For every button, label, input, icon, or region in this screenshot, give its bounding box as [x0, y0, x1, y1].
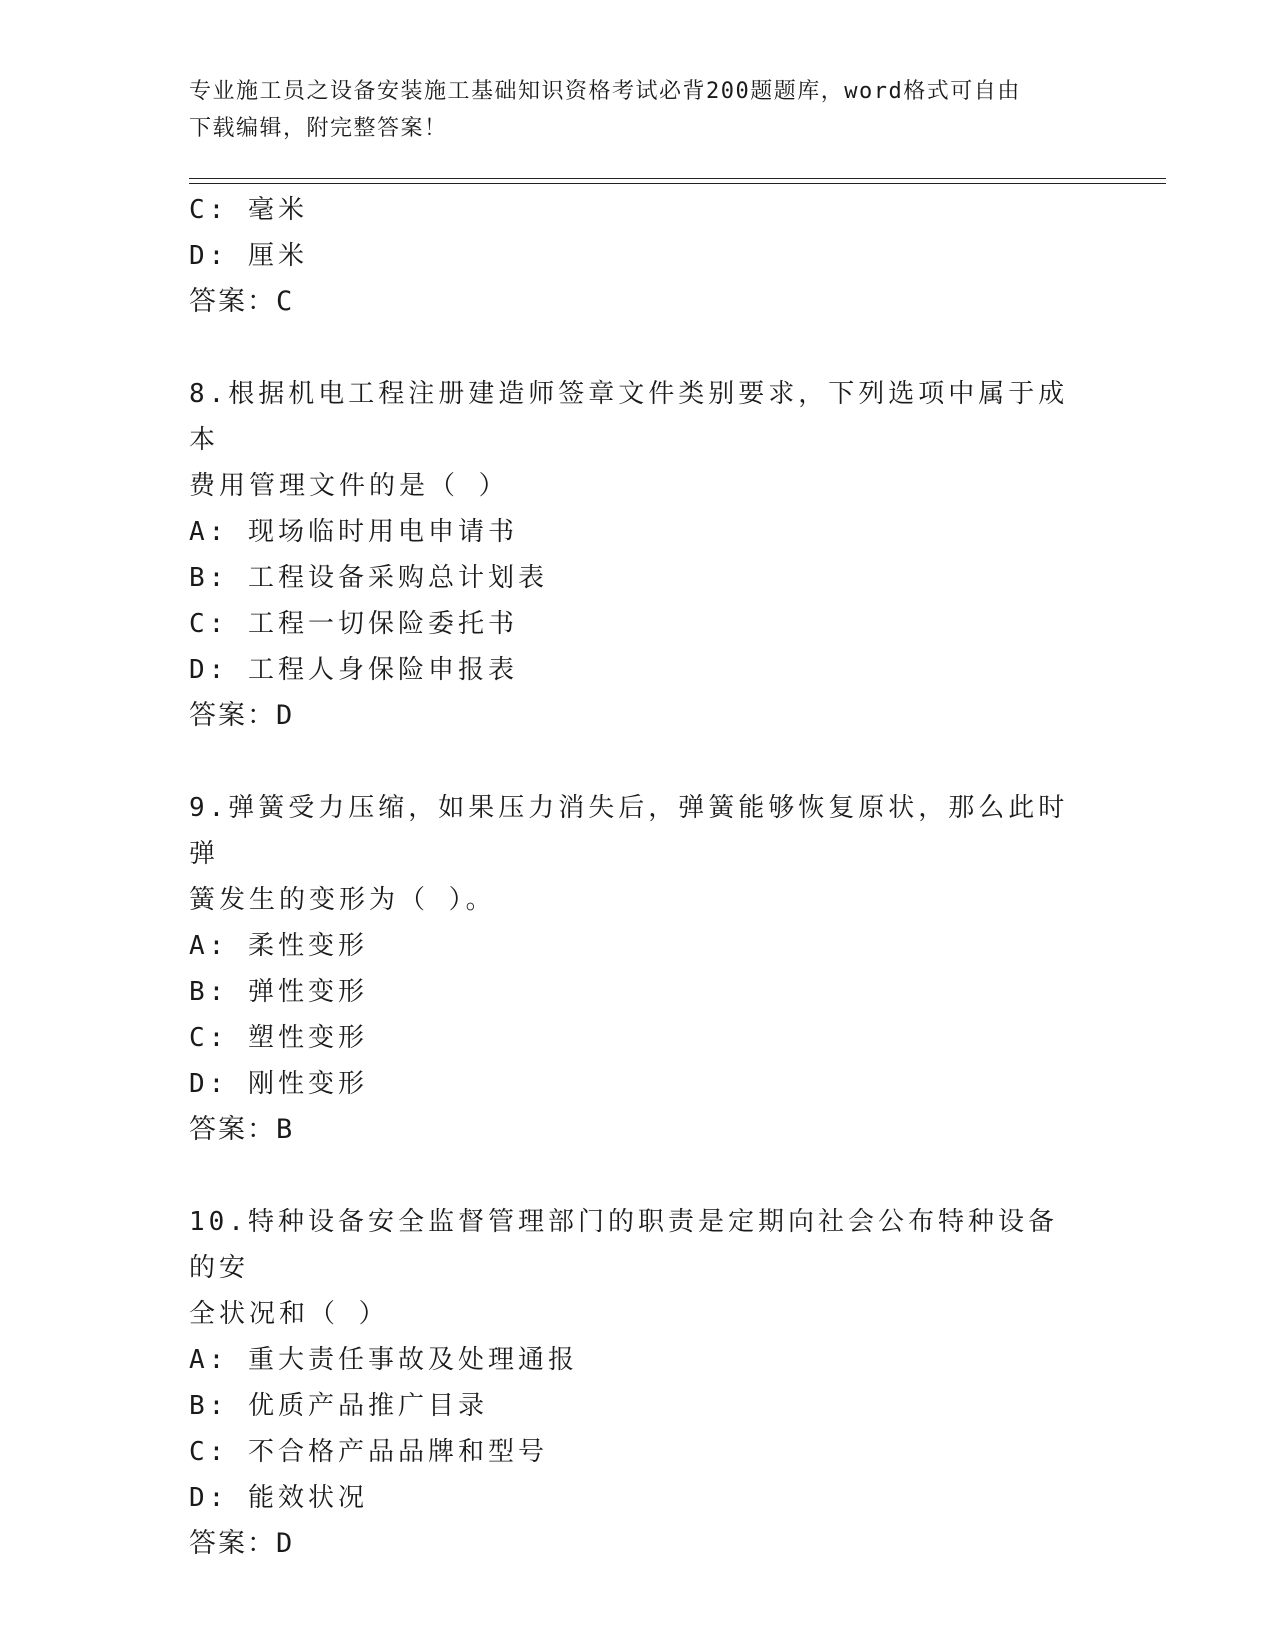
option-b	[189, 555, 1089, 601]
option-text: 不合格产品品牌和型号	[247, 1437, 548, 1467]
answer: 答案：B	[189, 1114, 295, 1145]
option-a	[189, 923, 1089, 969]
question-list	[189, 187, 1089, 1567]
question-stem-line-1: 10.特种设备安全监督管理部门的职责是定期向社会公布特种设备的安	[189, 1207, 1058, 1283]
spacer	[189, 325, 1089, 371]
answer: 答案：C	[189, 286, 295, 317]
option-a	[189, 1337, 1089, 1383]
option-text: 重大责任事故及处理通报	[247, 1345, 578, 1375]
option-text: 现场临时用电申请书	[247, 517, 518, 547]
option-text: 工程一切保险委托书	[247, 609, 518, 639]
option-c	[189, 1015, 1089, 1061]
option-text: 厘米	[247, 241, 308, 271]
header-divider-bottom	[189, 183, 1166, 184]
option-label: D:	[189, 1483, 229, 1513]
spacer	[189, 1153, 1089, 1199]
option-text: 毫米	[247, 195, 308, 225]
answer: 答案：D	[189, 700, 295, 731]
question-stem	[189, 371, 1079, 509]
question-stem	[189, 1199, 1079, 1337]
option-label: B:	[189, 563, 229, 593]
option-label: C:	[189, 195, 229, 225]
option-label: C:	[189, 609, 229, 639]
partial-question	[189, 187, 1089, 325]
question-stem-line-2: 全状况和（ ）	[189, 1299, 389, 1329]
option-text: 工程人身保险申报表	[247, 655, 518, 685]
header-line-1: 专业施工员之设备安装施工基础知识资格考试必背200题题库，word格式可自由	[189, 79, 1021, 104]
option-text: 工程设备采购总计划表	[247, 563, 548, 593]
option-label: C:	[189, 1023, 229, 1053]
question-stem-line-1: 8.根据机电工程注册建造师签章文件类别要求，下列选项中属于成本	[189, 379, 1069, 455]
question-9	[189, 785, 1089, 1153]
answer: 答案：D	[189, 1528, 295, 1559]
option-text: 优质产品推广目录	[247, 1391, 488, 1421]
option-label: B:	[189, 1391, 229, 1421]
option-c	[189, 1429, 1089, 1475]
question-stem-line-2: 簧发生的变形为（ ）。	[189, 885, 496, 915]
question-10	[189, 1199, 1089, 1567]
option-text: 柔性变形	[247, 931, 368, 961]
option-label: A:	[189, 517, 229, 547]
option-b	[189, 969, 1089, 1015]
option-d	[189, 647, 1089, 693]
header-divider-top	[189, 178, 1166, 179]
option-label: D:	[189, 1069, 229, 1099]
question-stem-line-1: 9.弹簧受力压缩，如果压力消失后，弹簧能够恢复原状，那么此时弹	[189, 793, 1069, 869]
option-d	[189, 233, 1089, 279]
option-a	[189, 509, 1089, 555]
option-label: A:	[189, 1345, 229, 1375]
header-line-2: 下载编辑，附完整答案！	[189, 116, 448, 141]
option-d	[189, 1061, 1089, 1107]
option-label: D:	[189, 655, 229, 685]
option-label: D:	[189, 241, 229, 271]
spacer	[189, 739, 1089, 785]
option-label: B:	[189, 977, 229, 1007]
option-text: 塑性变形	[247, 1023, 368, 1053]
question-stem-line-2: 费用管理文件的是（ ）	[189, 471, 509, 501]
option-b	[189, 1383, 1089, 1429]
option-text: 弹性变形	[247, 977, 368, 1007]
option-text: 刚性变形	[247, 1069, 368, 1099]
question-stem	[189, 785, 1079, 923]
question-8	[189, 371, 1089, 739]
option-c	[189, 601, 1089, 647]
option-c	[189, 187, 1089, 233]
option-text: 能效状况	[247, 1483, 368, 1513]
option-label: A:	[189, 931, 229, 961]
option-d	[189, 1475, 1089, 1521]
option-label: C:	[189, 1437, 229, 1467]
document-header	[189, 73, 1079, 147]
